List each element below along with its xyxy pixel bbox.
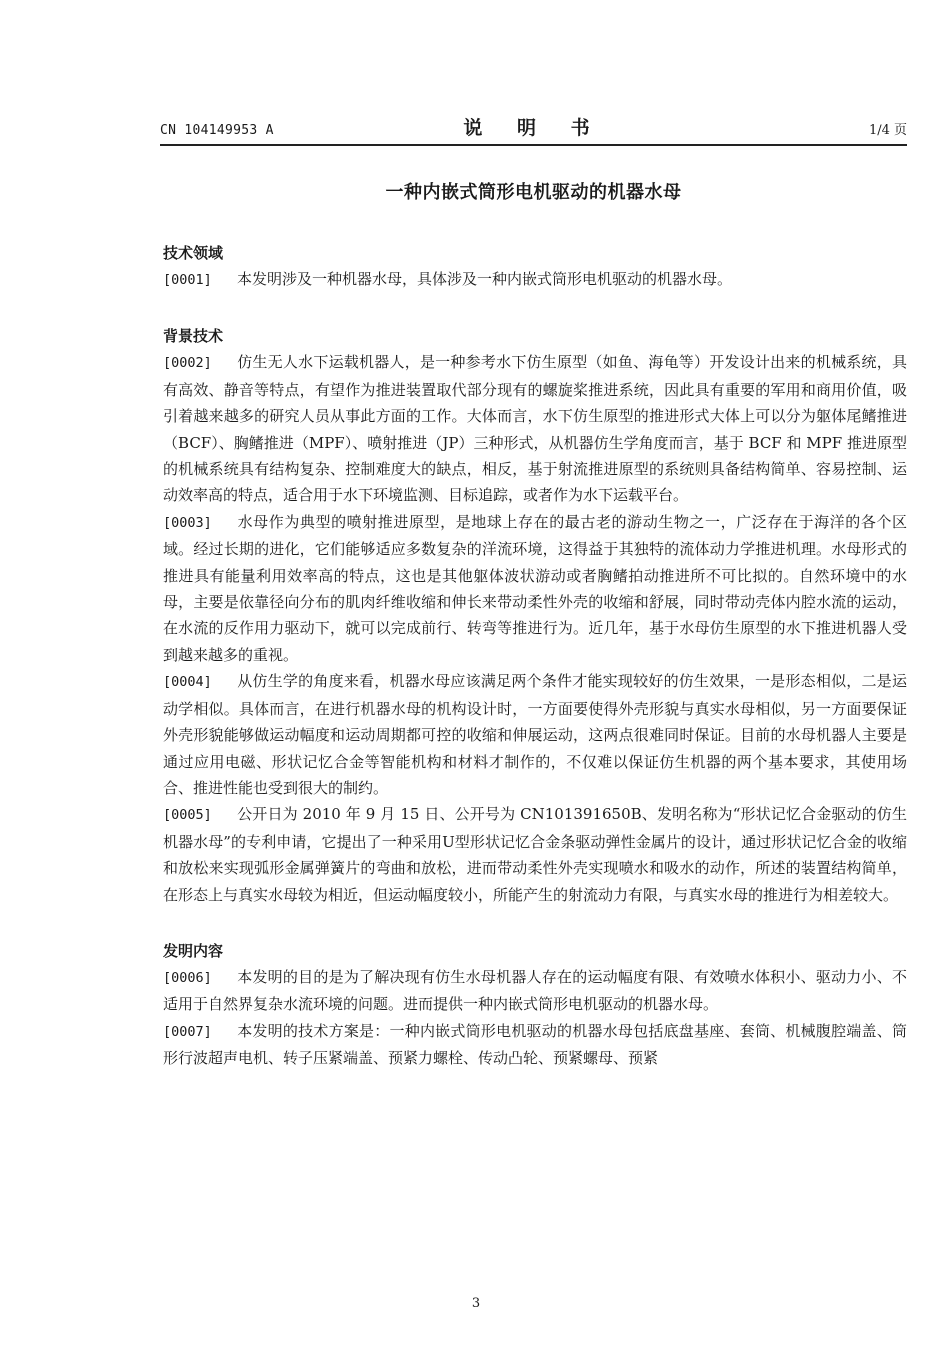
paragraph [163,964,907,1018]
section-heading-summary: 发明内容 [163,941,224,960]
paragraph-text: 公开日为 2010 年 9 月 15 日、公开号为 CN101391650B、发明名称为“形状记忆合金驱动的仿生机器水母”的专利申请，它提出了一种采用U型形状记忆合金条驱动弹性金属片的设计，通过形状记忆合金的收缩和放松来实现弧形金属弹簧片的弯曲和放松，进而带动柔性外壳实现喷水和吸水的动作，所述的装置结构简单，在形态上与真实水母较为相近，但运动幅度较小，所能产生的射流动力有限，与真实水母的推进行为相差较大。 [163,805,907,904]
paragraph-number: [0007] [163,1023,212,1040]
paragraph-text: 从仿生学的角度来看，机器水母应该满足两个条件才能实现较好的仿生效果，一是形态相似，二是运动学相似。具体而言，在进行机器水母的机构设计时，一方面要使得外壳形貌与真实水母相似，另一方面要保证外壳形貌能够做运动幅度和运动周期都可控的收缩和伸展运动，这两点很难同时保证。目前的水母机器人主要是通过应用电磁、形状记忆合金等智能机构和材料才制作的，不仅难以保证仿生机器的两个基本要求，其使用场合、推进性能也受到很大的制约。 [163,672,907,797]
paragraph-number: [0006] [163,969,212,986]
document-type: 说 明 书 [463,117,604,139]
paragraph [163,668,907,801]
paragraph-number: [0005] [163,807,212,824]
paragraph-number: [0004] [163,674,212,691]
paragraph [163,349,907,508]
paragraph-number: [0001] [163,272,212,288]
publication-number: CN 104149953 A [160,123,274,138]
paragraph [163,1018,907,1072]
page-header [160,108,907,146]
document-body [163,240,907,1072]
paragraph-text: 本发明涉及一种机器水母，具体涉及一种内嵌式筒形电机驱动的机器水母。 [237,270,733,288]
paragraph [163,266,907,293]
paragraph-text: 仿生无人水下运载机器人，是一种参考水下仿生原型（如鱼、海龟等）开发设计出来的机械系统，具有高效、静音等特点，有望作为推进装置取代部分现有的螺旋桨推进系统，因此具有重要的军用和商用价值，吸引着越来越多的研究人员从事此方面的工作。大体而言，水下仿生原型的推进形式大体上可以分为躯体尾鳍推进（BCF）、胸鳍推进（MPF）、喷射推进（JP）三种形式，从机器仿生学角度而言，基于 BCF 和 MPF 推进原型的机械系统具有结构复杂、控制难度大的缺点，相反，基于射流推进原型的系统则具备结构简单、容易控制、运动效率高的特点，适合用于水下环境监测、目标追踪，或者作为水下运载平台。 [163,353,907,505]
paragraph [163,509,907,668]
paragraph-text: 本发明的技术方案是：一种内嵌式筒形电机驱动的机器水母包括底盘基座、套筒、机械腹腔端盖、筒形行波超声电机、转子压紧端盖、预紧力螺栓、传动凸轮、预紧螺母、预紧 [163,1021,907,1068]
page-indicator: 1/4 页 [868,123,907,138]
page-number: 3 [471,1296,481,1311]
paragraph-number: [0002] [163,355,212,372]
paragraph [163,801,907,908]
invention-title: 一种内嵌式筒形电机驱动的机器水母 [385,182,682,203]
paragraph-text: 本发明的目的是为了解决现有仿生水母机器人存在的运动幅度有限、有效喷水体积小、驱动力小、不适用于自然界复杂水流环境的问题。进而提供一种内嵌式筒形电机驱动的机器水母。 [163,967,907,1014]
paragraph-number: [0003] [163,514,212,531]
paragraph-text: 水母作为典型的喷射推进原型，是地球上存在的最古老的游动生物之一，广泛存在于海洋的各个区域。经过长期的进化，它们能够适应多数复杂的洋流环境，这得益于其独特的流体动力学推进机理。水母形式的推进具有能量利用效率高的特点，这也是其他躯体波状游动或者胸鳍拍动推进所不可比拟的。自然环境中的水母，主要是依靠径向分布的肌肉纤维收缩和伸长来带动柔性外壳的收缩和舒展，同时带动壳体内腔水流的运动，在水流的反作用力驱动下，就可以完成前行、转弯等推进行为。近几年，基于水母仿生原型的水下推进机器人受到越来越多的重视。 [163,512,907,664]
section-heading-technical-field: 技术领域 [163,244,224,262]
section-heading-background: 背景技术 [163,327,224,346]
